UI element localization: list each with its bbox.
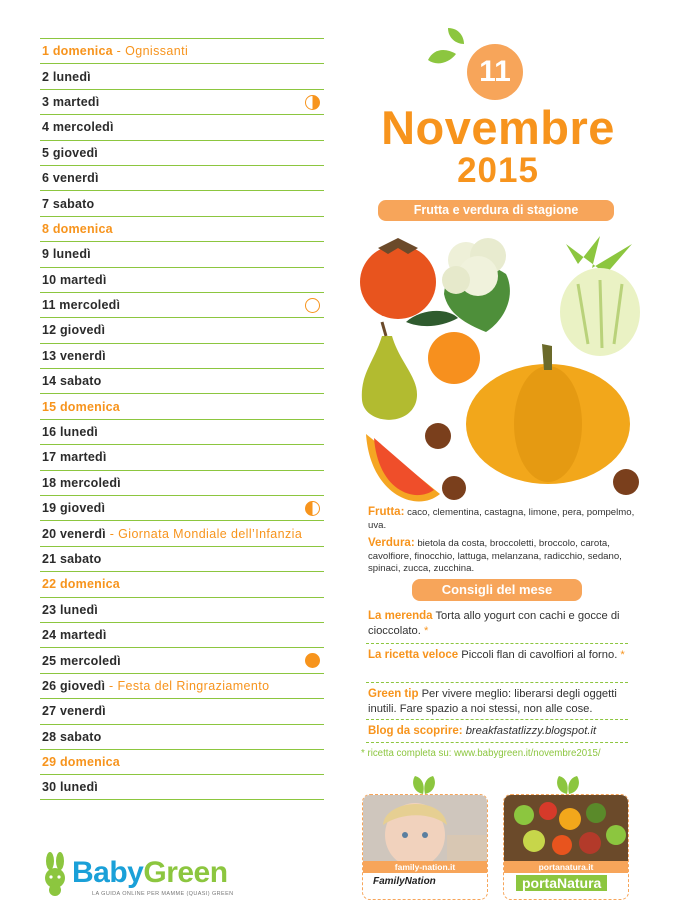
day-label: 25 mercoledì bbox=[42, 653, 121, 668]
produce-illustration bbox=[356, 224, 646, 504]
tip-label: Green tip bbox=[368, 688, 419, 700]
partner-site: portanatura.it bbox=[504, 861, 628, 873]
tip-label: La merenda bbox=[368, 610, 433, 622]
holiday-separator: - bbox=[105, 526, 119, 541]
day-row bbox=[40, 571, 324, 596]
first-moon-icon bbox=[305, 95, 320, 110]
day-row bbox=[40, 317, 324, 342]
day-label: 29 domenica bbox=[42, 755, 120, 770]
day-label: 6 venerdì bbox=[42, 171, 99, 186]
month-number-badge: 11 bbox=[467, 44, 523, 100]
day-row bbox=[40, 622, 324, 647]
day-label: 15 domenica bbox=[42, 399, 120, 414]
holiday-label: Festa del Ringraziamento bbox=[117, 678, 270, 693]
fruit-label: Frutta: bbox=[368, 506, 405, 518]
day-row bbox=[40, 267, 324, 292]
day-label: 1 domenica bbox=[42, 44, 113, 59]
leaf-icon bbox=[409, 774, 439, 796]
month-title: Novembre bbox=[381, 101, 615, 154]
day-row bbox=[40, 444, 324, 469]
tip-text: Torta allo yogurt con cachi e gocce di cioccolato. bbox=[368, 610, 620, 637]
day-row bbox=[40, 165, 324, 190]
day-row bbox=[40, 774, 324, 799]
pear-icon bbox=[362, 322, 417, 420]
fruit-list bbox=[368, 506, 652, 532]
day-label: 24 martedì bbox=[42, 628, 107, 643]
day-label: 27 venerdì bbox=[42, 704, 106, 719]
fennel-icon bbox=[560, 236, 640, 356]
pumpkin-icon bbox=[466, 344, 630, 484]
child-photo bbox=[363, 795, 488, 861]
day-row bbox=[40, 343, 324, 368]
day-row bbox=[40, 190, 324, 215]
day-label: 10 martedì bbox=[42, 272, 107, 287]
day-row bbox=[40, 495, 324, 520]
day-label: 28 sabato bbox=[42, 729, 102, 744]
day-row bbox=[40, 114, 324, 139]
tip-star: * bbox=[420, 625, 429, 637]
day-label: 13 venerdì bbox=[42, 348, 106, 363]
day-label: 23 lunedì bbox=[42, 602, 98, 617]
tip-text: Per vivere meglio: liberarsi degli oggetti inutili. Fare spazio a noi stessi, non alle cose. bbox=[368, 688, 617, 715]
day-label: 21 sabato bbox=[42, 552, 102, 566]
tip-text: Piccoli flan di cavolfiori al forno. bbox=[461, 649, 618, 661]
year-title: 2015 bbox=[457, 151, 539, 190]
vegetable-label: Verdura: bbox=[368, 537, 415, 549]
holiday-separator: - bbox=[112, 44, 126, 59]
fruit-text: caco, clementina, castagna, limone, pera, pompelmo, uva. bbox=[368, 507, 635, 531]
logo-tagline: LA GUIDA ONLINE PER MAMME (QUASI) GREEN bbox=[92, 891, 234, 897]
day-label: 9 lunedì bbox=[42, 247, 91, 262]
day-row bbox=[40, 749, 324, 774]
day-row bbox=[40, 241, 324, 266]
tip-snack bbox=[368, 609, 636, 639]
day-label: 18 mercoledì bbox=[42, 475, 121, 490]
day-row bbox=[40, 597, 324, 622]
day-label: 22 domenica bbox=[42, 577, 120, 592]
day-row bbox=[40, 698, 324, 723]
vegetable-list bbox=[368, 537, 652, 576]
day-label: 30 lunedì bbox=[42, 780, 98, 795]
tip-star: * bbox=[617, 649, 625, 661]
day-row bbox=[40, 393, 324, 418]
day-row bbox=[40, 140, 324, 165]
day-row bbox=[40, 368, 324, 393]
day-list bbox=[40, 38, 324, 800]
tip-divider bbox=[366, 643, 628, 644]
leaf-icon bbox=[553, 774, 583, 796]
vegetable-text: bietola da costa, broccoletti, broccolo, carota, cavolfiore, finocchio, lattuga, melanzana, radicchio, sedano, spinaci, zucca, zucchina. bbox=[368, 538, 622, 575]
day-row bbox=[40, 647, 324, 672]
day-label: 5 giovedì bbox=[42, 145, 98, 160]
babygreen-logo bbox=[40, 852, 240, 898]
tip-divider bbox=[366, 742, 628, 743]
day-row bbox=[40, 216, 324, 241]
full-moon-icon bbox=[305, 298, 320, 313]
day-row bbox=[40, 38, 324, 63]
day-label: 14 sabato bbox=[42, 374, 102, 389]
tip-divider bbox=[366, 682, 628, 683]
tip-quick-recipe bbox=[368, 648, 636, 663]
day-label: 8 domenica bbox=[42, 221, 113, 236]
partner-brand: FamilyNation bbox=[373, 876, 436, 887]
tip-divider bbox=[366, 719, 628, 720]
persimmon-icon bbox=[360, 238, 436, 319]
day-label: 26 giovedì bbox=[42, 678, 106, 693]
tip-green bbox=[368, 687, 636, 717]
partner-card-family-nation[interactable] bbox=[362, 794, 488, 900]
day-row bbox=[40, 520, 324, 545]
partner-brand: portaNatura bbox=[516, 875, 607, 891]
day-row bbox=[40, 63, 324, 88]
day-row bbox=[40, 470, 324, 495]
day-label: 20 venerdì bbox=[42, 526, 106, 541]
day-row bbox=[40, 292, 324, 317]
partner-card-portanatura[interactable] bbox=[503, 794, 629, 900]
leaf-icon bbox=[426, 26, 474, 70]
tip-label: La ricetta veloce bbox=[368, 649, 459, 661]
day-label: 12 giovedì bbox=[42, 323, 106, 338]
vegetable-crate-photo bbox=[504, 795, 629, 861]
day-label: 19 giovedì bbox=[42, 501, 106, 516]
new-moon-icon bbox=[305, 653, 320, 668]
holiday-label: Giornata Mondiale dell’Infanzia bbox=[118, 526, 303, 541]
tips-heading: Consigli del mese bbox=[412, 579, 582, 601]
day-label: 17 martedì bbox=[42, 450, 107, 465]
day-label: 16 lunedì bbox=[42, 425, 98, 440]
day-row bbox=[40, 546, 324, 571]
rabbit-icon bbox=[40, 852, 70, 896]
last-moon-icon bbox=[305, 501, 320, 516]
day-row bbox=[40, 724, 324, 749]
day-label: 4 mercoledì bbox=[42, 120, 114, 135]
day-label: 7 sabato bbox=[42, 196, 95, 211]
partner-site: family-nation.it bbox=[363, 861, 487, 873]
day-row bbox=[40, 419, 324, 444]
day-label: 11 mercoledì bbox=[42, 298, 121, 313]
holiday-label: Ognissanti bbox=[125, 44, 189, 59]
tip-blog bbox=[368, 724, 636, 739]
day-label: 2 lunedì bbox=[42, 69, 91, 84]
tip-label: Blog da scoprire: bbox=[368, 725, 463, 737]
season-heading: Frutta e verdura di stagione bbox=[378, 200, 614, 221]
holiday-separator: - bbox=[105, 678, 118, 693]
blog-link[interactable]: breakfastatlizzy.blogspot.it bbox=[465, 725, 597, 737]
day-row bbox=[40, 673, 324, 698]
logo-wordmark: BabyGreen bbox=[72, 856, 228, 889]
day-label: 3 martedì bbox=[42, 94, 100, 109]
recipe-footnote: * ricetta completa su: www.babygreen.it/novembre2015/ bbox=[361, 748, 601, 759]
day-row bbox=[40, 89, 324, 114]
